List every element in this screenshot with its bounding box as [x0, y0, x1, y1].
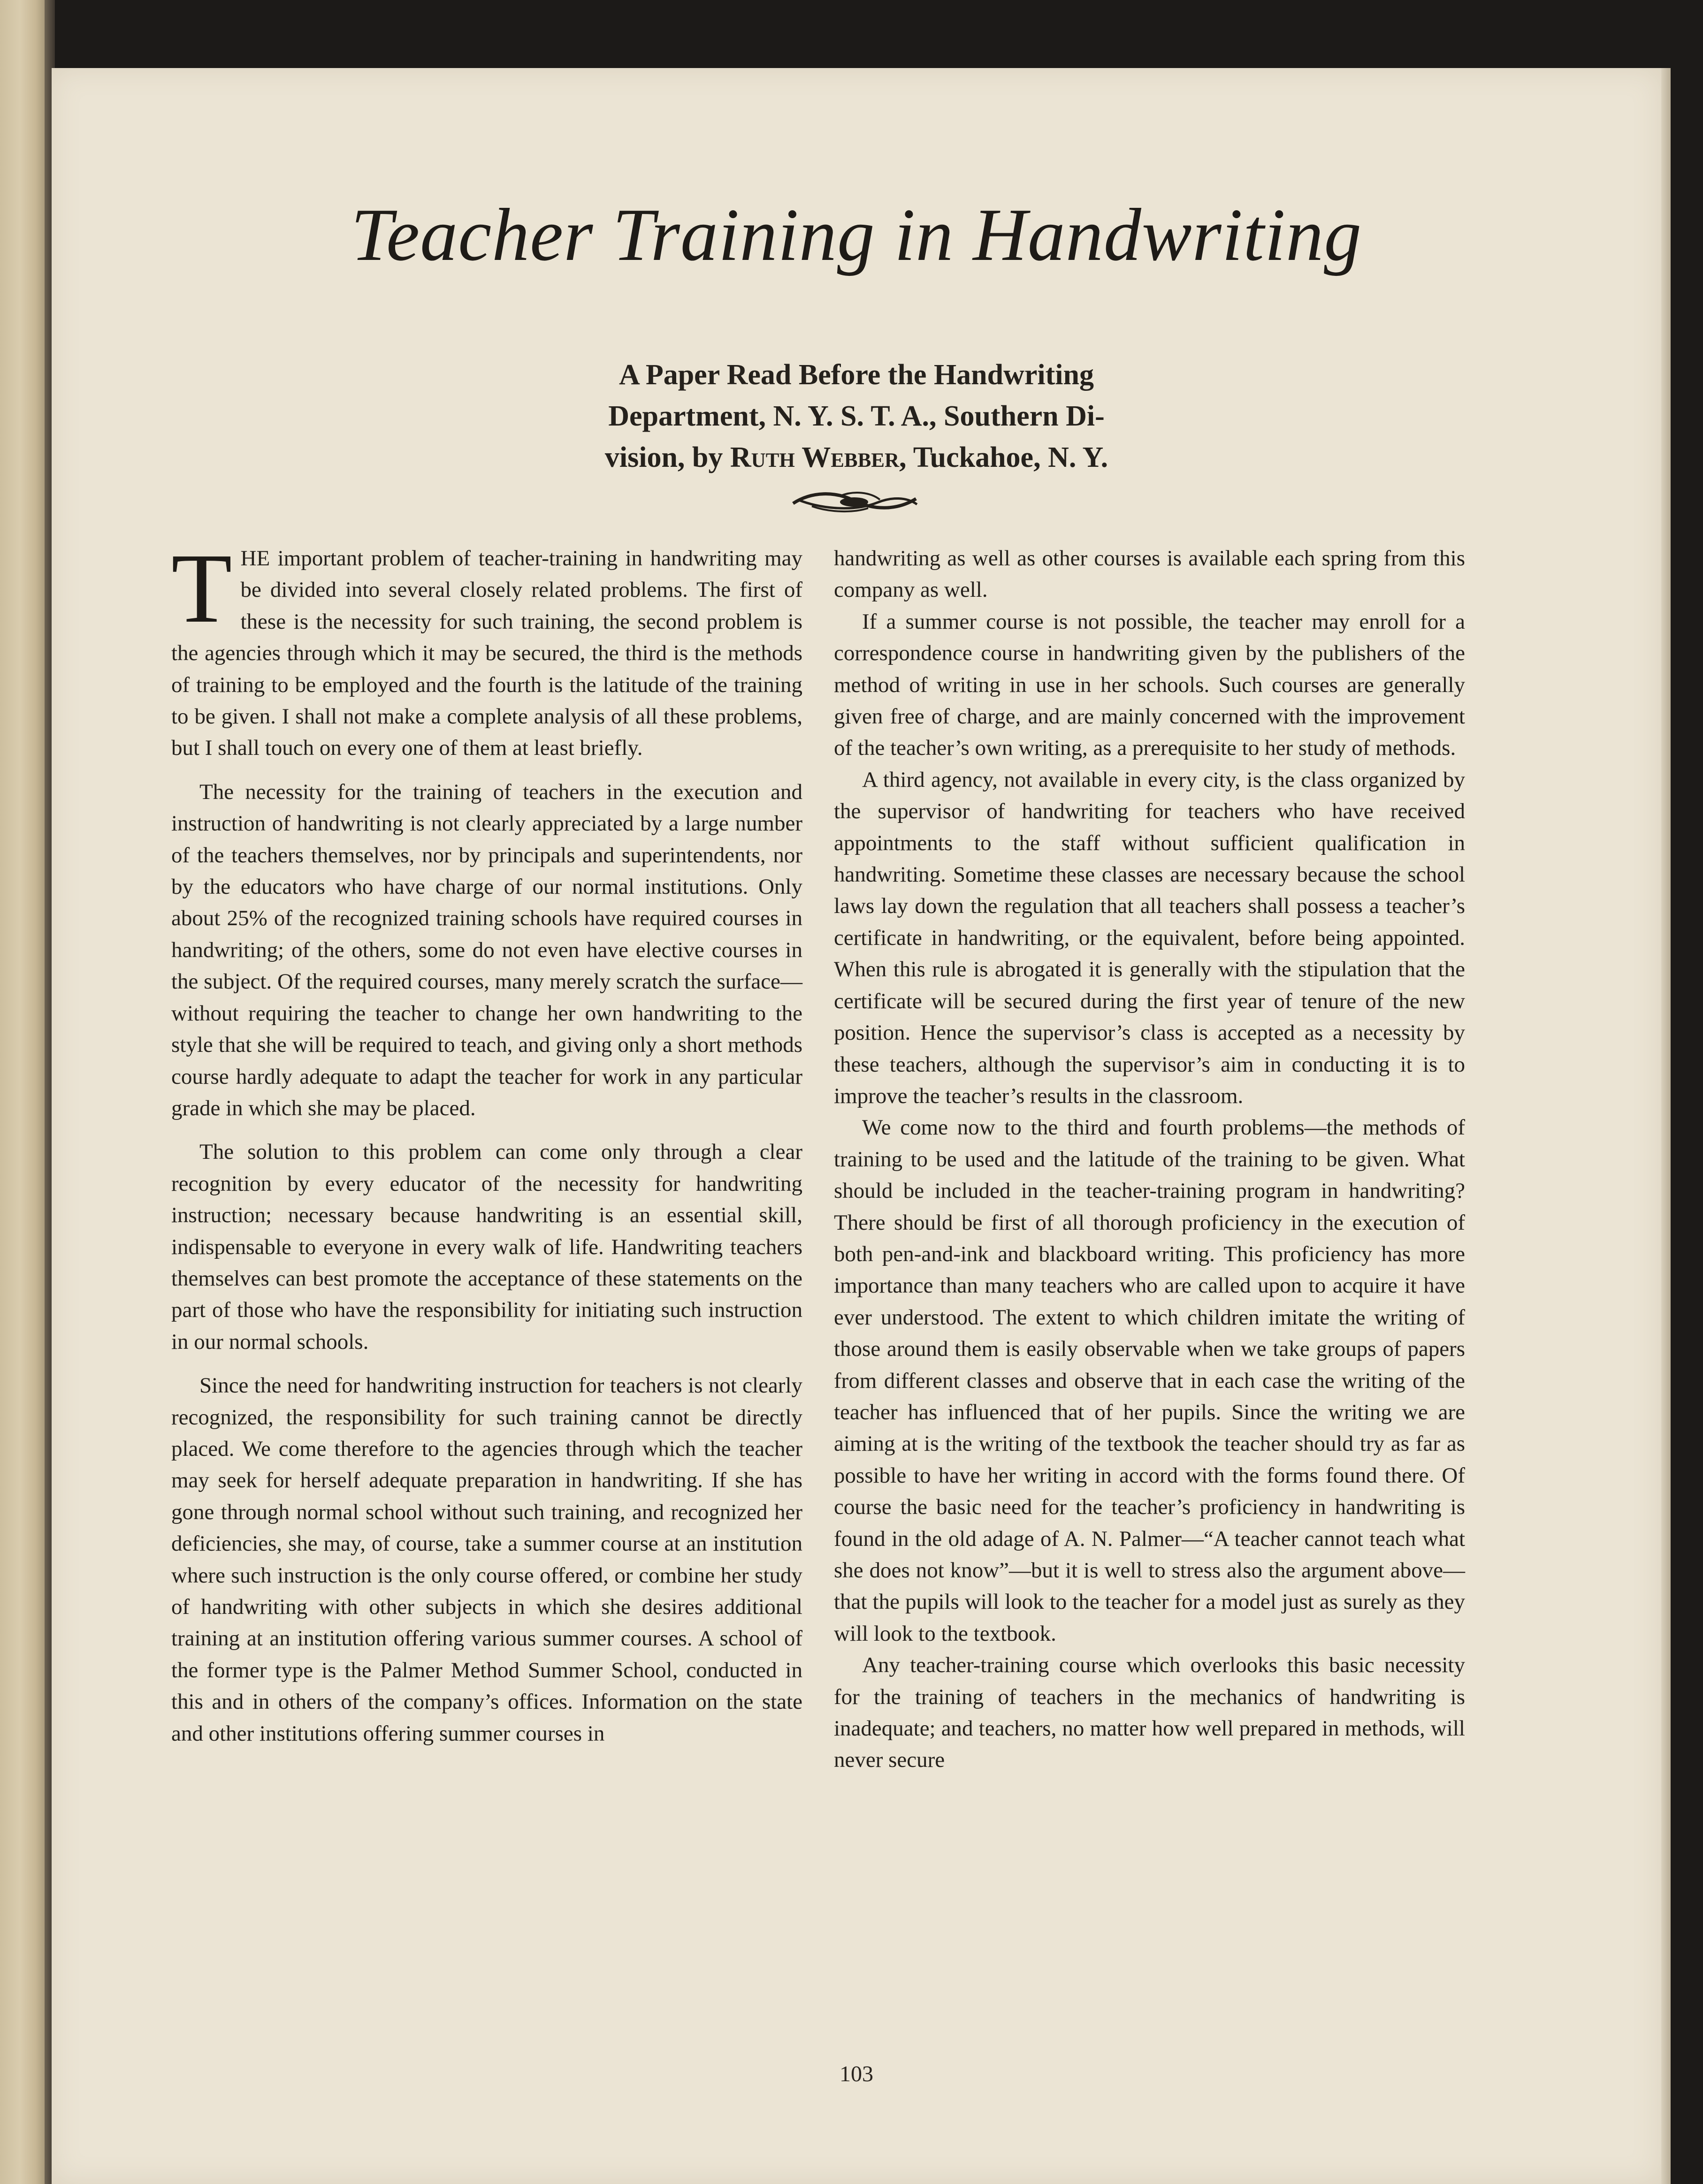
- subtitle-line-3: [521, 437, 1192, 478]
- paragraph: The necessity for the training of teachers in the execution and instruction of handwriting is not clearly appreciated by a large number of the teachers themselves, nor by principals and superintendents, nor by the educators who have charge of our normal institutions. Only about 25% of the recognized training schools have required courses in handwriting; of the others, some do not even have elective courses in the subject. Of the required courses, many merely scratch the surface—without requiring the teacher to change her own handwriting to the style that she will be required to teach, and giving only a short methods course hardly adequate to adapt the teacher for work in any particular grade in which she may be placed.: [171, 779, 802, 1120]
- article-title: Teacher Training in Handwriting: [351, 193, 1362, 276]
- subtitle-line-2: Department, N. Y. S. T. A., Southern Di-: [608, 400, 1105, 432]
- subtitle-line-1: A Paper Read Before the Handwriting: [619, 359, 1094, 391]
- drop-cap: T: [171, 533, 232, 643]
- author-name: Ruth Webber,: [730, 441, 907, 473]
- paragraph: If a summer course is not possible, the teacher may enroll for a correspondence course in handwriting given by the publishers of the method of writing in use in her schools. Such courses are generally given free of charge, and are mainly concerned with the improvement of the teacher’s own writing, as a prerequisite to her study of methods.: [834, 609, 1465, 761]
- paragraph: The solution to this problem can come only through a clear recognition by every educator of the necessity for handwriting instruction; necessary because handwriting is an essential skill, indispensable to everyone in every walk of life. Handwriting teachers themselves can best promote the acceptance of these statements on the part of those who have the responsibility for initiating such instruction in our normal schools.: [171, 1140, 802, 1354]
- paragraph: [171, 533, 802, 764]
- paragraph: Since the need for handwriting instruction for teachers is not clearly recognized, the responsibility for such training cannot be directly placed. We come therefore to the agencies through which the teacher may seek for herself adequate preparation in handwriting. If she has gone through normal school without such training, and recognized her deficiencies, she may, of course, take a summer course at an institution where such instruction is the only course offered, or combine her study of handwriting with other subjects in which she desires additional training at an institution offering various summer courses. A school of the former type is the Palmer Method Summer School, conducted in this and in others of the company’s offices. Information on the state and other institutions offering summer courses in: [171, 1373, 802, 1746]
- article-subtitle: [521, 354, 1192, 478]
- paragraph: We come now to the third and fourth problems—the methods of training to be used and the latitude of the training to be given. What should be included in the teacher-training program in handwriting? There should be first of all thorough proficiency in the execution of both pen-and-ink and blackboard writing. This proficiency has more importance than many teachers who are called upon to acquire it have ever understood. The extent to which children imitate the writing of those around them is easily observable when we take groups of papers from different classes and observe that in each case the writing of the teacher has influenced that of her pupils. Since the writing we are aiming at is the writing of the textbook the teacher should try as far as possible to have her writing in accord with the forms found there. Of course the basic need for the teacher’s proficiency in handwriting is found in the old adage of A. N. Palmer—“A teacher cannot teach what she does not know”—but it is well to stress also the argument above—that the pupils will look to the teacher for a model just as surely as they will look to the textbook.: [834, 1115, 1465, 1646]
- left-column: [171, 533, 802, 1762]
- author-location: Tuckahoe, N. Y.: [913, 441, 1108, 473]
- facing-page-edge: [0, 0, 45, 2184]
- paragraph: Any teacher-training course which overlooks this basic necessity for the training of teachers in the mechanics of handwriting is inadequate; and teachers, no matter how well prepared in methods, will never secure: [834, 1653, 1465, 1773]
- fleuron-ornament-icon: [784, 486, 924, 518]
- right-column: [834, 543, 1465, 1776]
- paragraph-continued: handwriting as well as other courses is available each spring from this company as well.: [834, 546, 1465, 602]
- subtitle-byline-prefix: vision, by: [604, 441, 723, 473]
- page-number: 103: [840, 2062, 873, 2086]
- page-fore-edge: [1661, 68, 1671, 2184]
- paragraph: A third agency, not available in every city, is the class organized by the supervisor of handwriting for teachers who have received appointments to the staff without sufficient qualification in handwriting. Sometime these classes are necessary because the school laws lay down the regulation that all teachers shall possess a teacher’s certificate in handwriting, or the equivalent, before being appointed. When this rule is abrogated it is generally with the stipulation that the certificate will be secured during the first year of tenure of the new position. Hence the supervisor’s class is accepted as a necessity by these teachers, although the supervisor’s aim in conducting it is to improve the teacher’s results in the classroom.: [834, 767, 1465, 1108]
- paragraph-text: HE important problem of teacher-training in handwriting may be divided into several closely related problems. The first of these is the necessity for such training, the second problem is the agencies through which it may be secured, the third is the methods of training to be employed and the fourth is the latitude of the training to be given. I shall not make a complete analysis of all these problems, but I shall touch on every one of them at least briefly.: [171, 546, 802, 761]
- journal-page: [52, 68, 1661, 2184]
